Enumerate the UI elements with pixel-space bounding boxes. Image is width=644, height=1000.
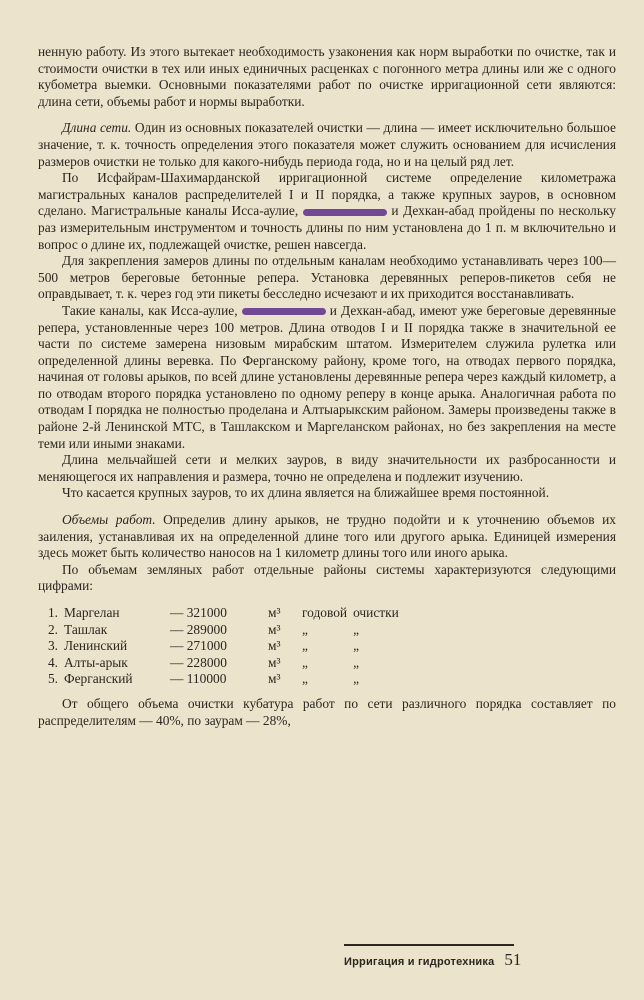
- paragraph-9: По объемам земляных работ отдельные районы системы характеризуются следующими цифрами:: [38, 561, 616, 594]
- paragraph-6: Длина мельчайшей сети и мелких зауров, в виду значительности их разбросанности и меняющегося их направления и размера, точно не определена и подлежит изучению.: [38, 452, 616, 484]
- volumes-table: [40, 605, 419, 688]
- paragraph-volumes: Объемы работ. Определив длину арыков, не трудно подойти и к уточнению объемов их заиления, устанавливая их на определенной длине того или другого арыка. Единицей измерения здесь может быть количество наносов на 1 километр длины того или иного арыка.: [38, 512, 616, 561]
- redaction-mark: [242, 308, 326, 315]
- page-footer: [344, 944, 616, 970]
- footer-rule: [344, 944, 514, 946]
- paragraph-length: Длина сети. Один из основных показателей очистки — длина — имеет исключительно большое значение, т. к. точность определения этого показателя может служить основанием для исчисления размеров очистки не только для какого-нибудь периода года, но и на целый ряд лет.: [38, 120, 616, 169]
- paragraph-5: Такие каналы, как Исса-аулие, и Дехкан-абад, имеют уже береговые деревянные репера, установленные через 100 метров. Длина отводов I и II порядка также в значительной ее части по системе замерена низовым мирабским штатом. Измерителем служила рулетка или определенной длины веревка. По Ферганскому району, кроме того, на отводах первого порядка, начиная от головы арыков, по всей длине установлены деревянные репера через каждый километр, а по отводам второго порядка установлено по одному реперу в конце арыка. Аналогичная работа по отводам I порядка не полностью проделана и Алтыарыкским районом. Замеры произведены также в районе 2-й Ленинской МТС, в Ташлакском и Маргеланском районах, но без закрепления на месте теми или иными знаками.: [38, 302, 616, 451]
- paragraph-3: По Исфайрам-Шахимарданской ирригационной системе определение километража магистральных каналов распределителей I и II порядка, а также крупных зауров, в основном сделано. Магистральные каналы Исса-аулие, и Дехкан-абад пройдены по нескольку раз измерительным инструментом и точность длины по ним установлена до 1 п. м включительно и вопрос о длине их, подлежащей очистке, решен навсегда.: [38, 170, 616, 252]
- journal-title: Ирригация и гидротехника: [344, 956, 495, 968]
- table-row: 3. Ленинский — 271000 м³ „ „: [47, 638, 360, 654]
- redaction-mark: [303, 209, 387, 216]
- body-text: [38, 44, 616, 729]
- table-row: 2. Ташлак — 289000 м³ „ „: [47, 621, 360, 637]
- section-heading-length: Длина сети.: [62, 120, 132, 136]
- table-row: 1. Маргелан — 321000 м³ годовой очистки: [47, 605, 399, 620]
- table-row: 5. Ферганский — 110000 м³ „ „: [47, 671, 360, 687]
- paragraph-1: ненную работу. Из этого вытекает необходимость узаконения как норм выработки по очистке, так и стоимости очистки в тех или иных единичных расценках с погонного метра длины или же с одного кубометра выемки. Основными показателями работ по очистке ирригационной сети являются: длина сети, объемы работ и нормы выработки.: [38, 44, 616, 109]
- paragraph-4: Для закрепления замеров длины по отдельным каналам необходимо устанавливать через 100—500 метров береговые бетонные репера. Установка деревянных реперов-пикетов себя не оправдывает, т. к. через год эти пикеты бесследно исчезают и их приходится восстанавливать.: [38, 253, 616, 302]
- section-heading-volumes: Объемы работ.: [62, 512, 156, 528]
- paragraph-7: Что касается крупных зауров, то их длина является на ближайшее время постоянной.: [62, 485, 550, 501]
- table-row: 4. Алты-арык — 228000 м³ „ „: [47, 654, 360, 670]
- page-number: 51: [504, 950, 522, 969]
- paragraph-10: От общего объема очистки кубатура работ по сети различного порядка составляет по распределителям — 40%, по заурам — 28%,: [38, 695, 616, 728]
